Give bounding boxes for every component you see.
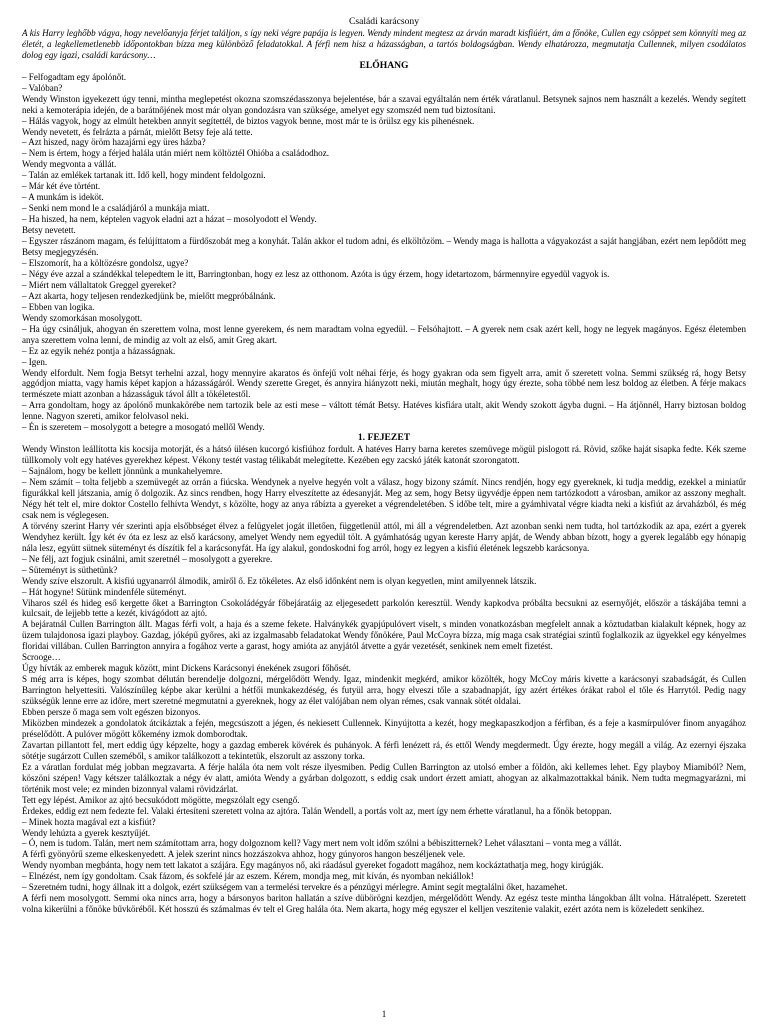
paragraph: Wendy lehúzta a gyerek kesztyűjét. [22, 827, 151, 838]
paragraph: Ez a váratlan fordulat még jobban megzavarta. A férje halála óta nem volt része ilyesmiben. Pedig Cullen Barrington az utolsó ember a földön, aki kellemes lehet. Egy playboy Miamiból? Nem, köszöni szépen! Vagy kétszer találkoztak a négy év alatt, amióta Wendy a gyárban dolgozott, s eddig csak undort érzett amiatt, ahogyan az alkalmazottakkal bánik. Nem tudta megmagyarázni, mi történik most vele; ez minden bizonnyal valami rövidzárlat. [22, 761, 746, 794]
paragraph: A törvény szerint Harry vér szerinti apja elsőbbséget élvez a felügyelet jogát illetően, függetlenül attól, mi áll a végrendeletben. Azt azonban senki nem tudta, hol tartózkodik az apa, ezért a gyerek Wendyhez került. Így két év óta ez lesz az első karácsony, amelyet Wendy nem egyedül tölt. A gyámhatóság ugyan kereste Harry apját, de Wendy abban bízott, hogy a gyerek legalább egy hónapig nála lesz, együtt sütnek süteményt és díszítik fel a karácsonyfát. Ha így alakul, gondoskodni fog arról, hogy ez legyen a kisfiú életének legszebb karácsonya. [22, 520, 746, 553]
paragraph: Wendy nevetett, és felrázta a párnát, mielőtt Betsy feje alá tette. [22, 126, 253, 137]
paragraph: A férfi nem mosolygott. Semmi oka nincs arra, hogy a bársonyos bariton hallatán a szíve dübörögni kezdjen, mérgelődött Wendy. Az egész teste mintha lángokban állt volna. Hátralépett. Szeretett volna kikerülni a főnöke bűvköréből. Két hosszú és számalmas év telt el Greg halála óta. Nem akarta, hogy még egyszer el kelljen veszítenie valakit, ezért azóta nem is közeledett senkihez. [22, 893, 746, 915]
paragraph: Scrooge… [22, 652, 61, 663]
paragraph: Viharos szél és hideg eső kergette őket a Barrington Csokoládégyár főbejáratáig az eljegesedett parkolón keresztül. Wendy kapkodva próbálta becsukni az esernyőjét, először a táskájába temni a kulcsait, de lejjebb tette a kezét, kivágódott az ajtó. [22, 597, 746, 619]
paragraph: – Igen. [22, 356, 48, 367]
paragraph: Wendy megvonta a vállát. [22, 159, 117, 170]
paragraph: – Hát hogyne! Sütünk mindenféle süteményt. [22, 586, 187, 597]
paragraph: – Süteményt is süthetünk? [22, 564, 118, 575]
paragraph: Wendy elfordult. Nem fogja Betsyt terhelni azzal, hogy mennyire akaratos és önfejű volt néhai férje, és hogy gyakran oda sem figyelt arra, amit ő szeretett volna. Semmi szükség rá, hogy Betsy aggódjon miatta, vagy hamis képet kapjon a házasságáról. Wendy szerette Greget, és annyira hiányzott neki, miután meghalt, hogy úgy érezte, soha többé nem lesz boldog az életben. A férje makacs természete miatt azonban a házasságuk távol állt a tökéletestől. [22, 367, 746, 400]
paragraph: – Szeretném tudni, hogy állnak itt a dolgok, ezért szükségem van a termelési tervekre és a pénzügyi mérlegre. Amint segít megtalálni őket, hazamehet. [22, 882, 568, 893]
paragraph: – Ne félj, azt fogjuk csinálni, amit szeretnél – mosolygott a gyerekre. [22, 553, 273, 564]
paragraph: – Azt akarta, hogy teljesen rendezkedjünk be, mielőtt megpróbálnánk. [22, 290, 276, 301]
paragraph: – Hálás vagyok, hogy az elmúlt hetekben annyit segítettél, de biztos vagyok benne, most már te is örülsz egy kis pihenésnek. [22, 115, 475, 126]
paragraph: Zavartan pillantott fel, mert eddig úgy képzelte, hogy a gazdag emberek kövérek és puhányok. A férfi lenézett rá, és ettől Wendy megdermedt. Úgy érezte, hogy megáll a világ. Az ezernyi éjszaka sötétje sugárzott Cullen szeméből, s amikor találkozott a tekintetük, elszorult az asszony torka. [22, 739, 746, 761]
paragraph: – Már két éve történt. [22, 181, 101, 192]
paragraph: – Elnézést, nem így gondoltam. Csak fázom, és sokfelé jár az eszem. Kérem, mondja meg, mit kíván, és nyomban nekiállok! [22, 871, 474, 882]
paragraph: A bejáratnál Cullen Barrington állt. Magas férfi volt, a haja és a szeme fekete. Halványkék gyapjúpulóvert viselt, s minden vonatkozásban megfelelt annak a köztudatban kialakult képnek, hogy az üzem tulajdonosa igazi playboy. Gazdag, jóképű győres, aki az izgalmasabb feladatokat Wendy főnökére, Paul McCoyra bízza, míg maga csak stratégiai szintű foglalkozik az ügyekkel egy kényelmes floridai villában. Cullen Barrington annyira a fogához verte a garast, hogy amióta az anyjától átvette a gyár vezetését, senkinek nem emelt fizetést. [22, 619, 746, 652]
paragraph: Miközben mindezek a gondolatok átcikáztak a fején, megcsúszott a jégen, és nekiesett Cullennek. Kinyújtotta a kezét, hogy megkapaszkodjon a férfiban, és a feje a kasmírpulóver finom anyagához préselődött. A pulóver mögött kőkemény izmok domborodtak. [22, 718, 746, 739]
paragraph: – Ha hiszed, ha nem, képtelen vagyok eladni azt a házat – mosolyodott el Wendy. [22, 214, 317, 225]
paragraph: Wendy szomorkásan mosolygott. [22, 312, 143, 323]
intro-blurb: A kis Harry leghőbb vágya, hogy nevelőanyja férjet találjon, s így neki végre papája is legyen. Wendy mindent megtesz az árván maradt kisfiúért, ám a főnöke, Cullen egy csöppet sem könnyíti meg az életét, a legkellemetlenebb időpontokban bízza meg különböző feladatokkal. A férfi nem hisz a házasságban, a tartós boldogságban. Wendy elhatározza, megmutatja Cullennek, milyen csodálatos dolog egy igazi, családi karácsony… [22, 27, 746, 60]
paragraph: – Ha úgy csináljuk, ahogyan én szerettem volna, most lenne gyerekem, és nem maradtam volna egyedül. – Felsóhajtott. – A gyerek nem csak azért kell, hogy ne legyek magányos. Egész életemben anya szerettem volna lenni, de mindig az volt az első, amit Greg akart. [22, 323, 746, 345]
paragraph: – Nem is értem, hogy a férjed halála után miért nem költöztél Ohióba a családodhoz. [22, 148, 329, 159]
paragraph: – Ebben van logika. [22, 301, 95, 312]
paragraph: A férfi gyönyörű szeme elkeskenyedett. A jelek szerint nincs hozzászokva ahhoz, hogy gúnyoros hangon beszéljenek vele. [22, 849, 466, 860]
paragraph: – Felfogadtam egy ápolónőt. [22, 71, 127, 82]
paragraph: Wendy szíve elszorult. A kisfiú ugyanarról álmodik, amiről ő. Ez tökéletes. Az első időnként nem is olyan kegyetlen, mint amilyennek látszik. [22, 575, 537, 586]
paragraph: – Minek hozta magával ezt a kisfiút? [22, 816, 156, 827]
paragraph: Betsy nevetett. [22, 225, 76, 236]
document-title: Családi karácsony [348, 16, 420, 27]
prologue-heading: ELŐHANG [359, 59, 409, 71]
paragraph: – A munkám is ideköt. [22, 192, 104, 203]
paragraph: – Talán az emlékek tartanak itt. Idő kell, hogy mindent feldolgozni. [22, 170, 266, 181]
paragraph: – Ez az egyik nehéz pontja a házasságnak. [22, 345, 176, 356]
paragraph: Tett egy lépést. Amikor az ajtó becsukódott mögötte, megszólalt egy csengő. [22, 794, 300, 805]
page-number: 1 [381, 1009, 387, 1019]
paragraph: – Miért nem vállaltatok Greggel gyereket? [22, 279, 176, 290]
paragraph: – Sajnálom, hogy be kellett jönnünk a munkahelyemre. [22, 466, 223, 477]
paragraph: – Elszomorít, ha a költözésre gondolsz, ugye? [22, 257, 189, 268]
paragraph: Wendy Winston leállította kis kocsija motorját, és a hátsó ülésen kucorgó kisfiúhoz fordult. A hatéves Harry barna keretes szemüvege mögül pislogott rá. Rövid, szőke haját sisapka fedte. Kék szeme tüllkomoly volt egy hatéves gyerekhez képest. Vékony testét vastag télikabát melegítette. Kezében egy zacskó játék katonát szorongatott. [22, 444, 746, 466]
paragraph: – Nem számít – tolta feljebb a szemüvegét az orrán a fiúcska. Wendynek a nyelve hegyén volt a válasz, hogy bizony számít. Nincs rendjén, hogy egy gyereknek, ki tudja meddig, ezekkel a miniatűr figurákkal kell játszania, amíg ő dolgozik. Az sincs rendben, hogy Harry elveszítette az édesanyját. Meg az sem, hogy Betsy ügyvédje éppen nem tartózkodott a városban, amikor az asszony meghalt. Négy hét telt el, mire doktor Costello felhívta Wendyt, s közölte, hogy az anya rábízta a gyereket a végrendeletében. S időbe telt, mire a gyámhivatal végre kiadta neki a kisfiút az árvaházból, és még csak nem is véglegesen. [22, 477, 746, 520]
paragraph: Ebben persze ő maga sem volt egészen bizonyos. [22, 707, 201, 718]
paragraph: – Egyszer rászánom magam, és felújíttatom a fürdőszobát meg a konyhát. Talán akkor el tudom adni, és elköltözöm. – Wendy maga is hallotta a vágyakozást a saját hangjában, ezért nem lepődött meg Betsy megjegyzésén. [22, 236, 746, 258]
paragraph: Úgy hívták az emberek maguk között, mint Dickens Karácsonyi énekének zsugori főhősét. [22, 663, 351, 674]
paragraph: S még arra is képes, hogy szombat délután berendelje dolgozni, mérgelődött Wendy. Igaz, mindenkit megkérd, amikor közölték, hogy McCoy máris kivette a karácsonyi szabadságát, és Cullen Barrington helyettesíti. Valószínűleg képbe akar kerülni a hétfői munkakezdéség, és futyül arra, hogy elveszi tőle a szabadnapját, így azért értékes órákat rabol el tőle és Harrytól. Pedig nagy szükségük lenne erre az időre, mert szeretné megmutatni a gyereknek, hogy az élet valójában nem olyan rémes, csak vannak sötét oldalai. [22, 674, 746, 707]
paragraph: – Arra gondoltam, hogy az ápolónő munkakörébe nem tartozik bele az esti mese – váltott témát Betsy. Hatéves kisfiára utalt, akit Wendy szokott ágyba dugni. – Ha átjönnél, Harry biztosan boldog lenne. Nagyon szereti, amikor felolvasol neki. [22, 400, 746, 422]
paragraph: – Én is szeretem – mosolygott a betegre a mosogató mellől Wendy. [22, 422, 265, 433]
chapter-1-heading: 1. FEJEZET [357, 432, 411, 444]
paragraph: – Ó, nem is tudom. Talán, mert nem számítottam arra, hogy dolgoznom kell? Vagy mert nem volt időm szólni a bébiszitternek? Lehet választani – vonta meg a vállát. [22, 838, 622, 849]
paragraph: – Azt hiszed, nagy öröm hazajárni egy üres házba? [22, 137, 206, 148]
paragraph: – Valóban? [22, 82, 63, 93]
prologue-body [22, 72, 746, 433]
paragraph: – Senki nem mond le a családjáról a munkája miatt. [22, 203, 210, 214]
chapter-1-body [22, 444, 746, 915]
paragraph: Érdekes, eddig ezt nem fedezte fel. Valaki értesíteni szeretett volna az ajtóra. Talán Wendell, a portás volt az, mert így nem érhette váratlanul, ha a főnök betoppan. [22, 805, 612, 816]
paragraph: Wendy Winston igyekezett úgy tenni, mintha meglepetést okozna szomszédasszonya bejelentése, bár a szavai egyáltalán nem érték váratlanul. Betsynek sajnos nem használt a kezelés. Wendy segített neki a kemoterápia idején, de a barátnőjének most már olyan gondozásra van szüksége, amelyet egy szomszéd nem tud biztosítani. [22, 93, 746, 115]
paragraph: Wendy nyomban megbánta, hogy nem tett lakatot a szájára. Egy magányos nő, aki ráadásul gyereket fogadott magához, nem kockáztathatja meg, hogy kirúgják. [22, 860, 604, 871]
paragraph: – Négy éve azzal a szándékkal telepedtem le itt, Barringtonban, hogy ez lesz az otthonom. Azóta is úgy érzem, hogy idetartozom, bármennyire egyedül vagyok is. [22, 268, 610, 279]
